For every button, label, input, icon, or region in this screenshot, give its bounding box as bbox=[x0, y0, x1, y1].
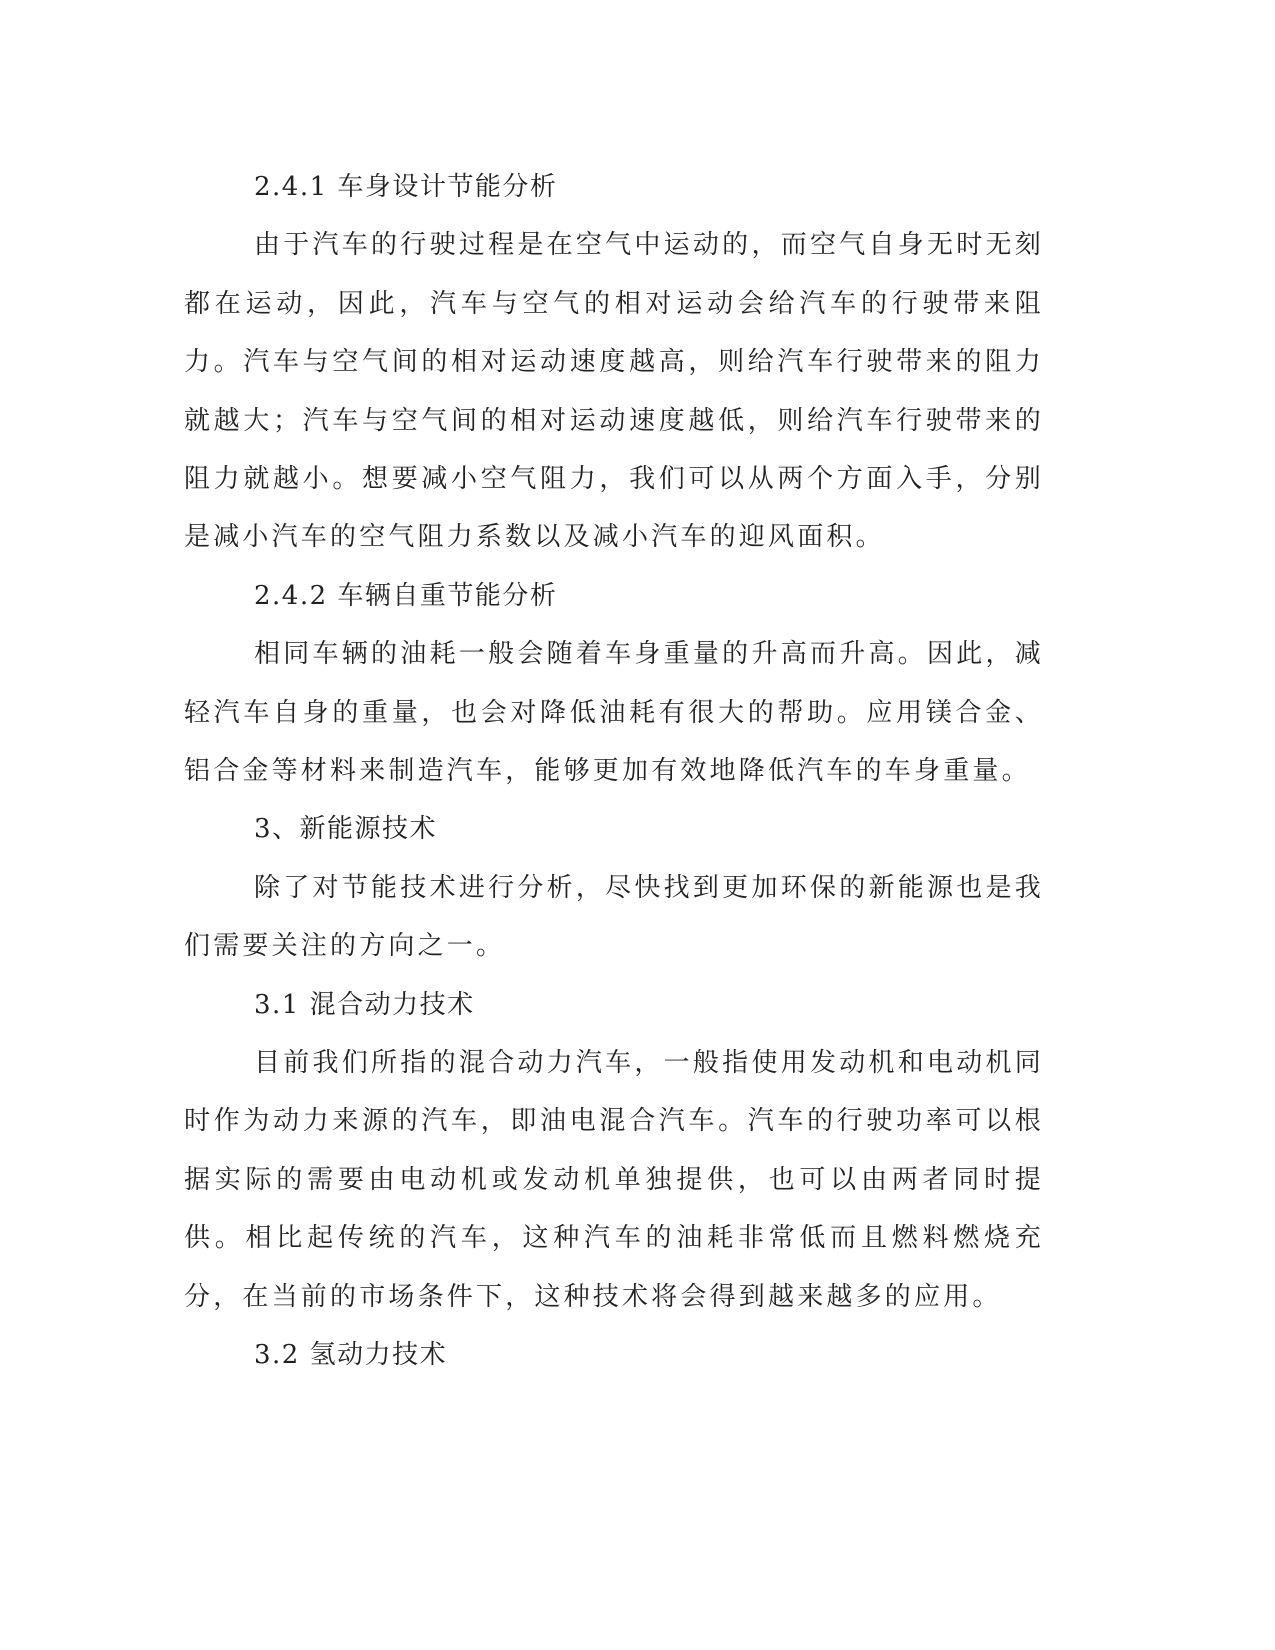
section-heading-2-4-2: 2.4.2 车辆自重节能分析 bbox=[254, 580, 558, 611]
paragraph-vehicle-weight: 相同车辆的油耗一般会随着车身重量的升高而升高。因此，减轻汽车自身的重量，也会对降低油耗有很大的帮助。应用镁合金、铝合金等材料来制造汽车，能够更加有效地降低汽车的车身重量。 bbox=[184, 639, 1044, 787]
paragraph-hybrid-power: 目前我们所指的混合动力汽车，一般指使用发动机和电动机同时作为动力来源的汽车，即油电混合汽车。汽车的行驶功率可以根据实际的需要由电动机或发动机单独提供，也可以由两者同时提供。相比起传统的汽车，这种汽车的油耗非常低而且燃料燃烧充分，在当前的市场条件下，这种技术将会得到越来越多的应用。 bbox=[184, 1048, 1044, 1312]
paragraph-new-energy-intro: 除了对节能技术进行分析，尽快找到更加环保的新能源也是我们需要关注的方向之一。 bbox=[184, 872, 1044, 962]
section-heading-3-1: 3.1 混合动力技术 bbox=[254, 989, 475, 1020]
document-body bbox=[184, 158, 1044, 1384]
section-heading-3: 3、新能源技术 bbox=[254, 814, 438, 845]
section-heading-3-2: 3.2 氢动力技术 bbox=[254, 1340, 448, 1371]
section-heading-2-4-1: 2.4.1 车身设计节能分析 bbox=[254, 172, 558, 202]
paragraph-air-resistance: 由于汽车的行驶过程是在空气中运动的，而空气自身无时无刻都在运动，因此，汽车与空气的相对运动会给汽车的行驶带来阻力。汽车与空气间的相对运动速度越高，则给汽车行驶带来的阻力就越大；汽车与空气间的相对运动速度越低，则给汽车行驶带来的阻力就越小。想要减小空气阻力，我们可以从两个方面入手，分别是减小汽车的空气阻力系数以及减小汽车的迎风面积。 bbox=[184, 230, 1044, 553]
